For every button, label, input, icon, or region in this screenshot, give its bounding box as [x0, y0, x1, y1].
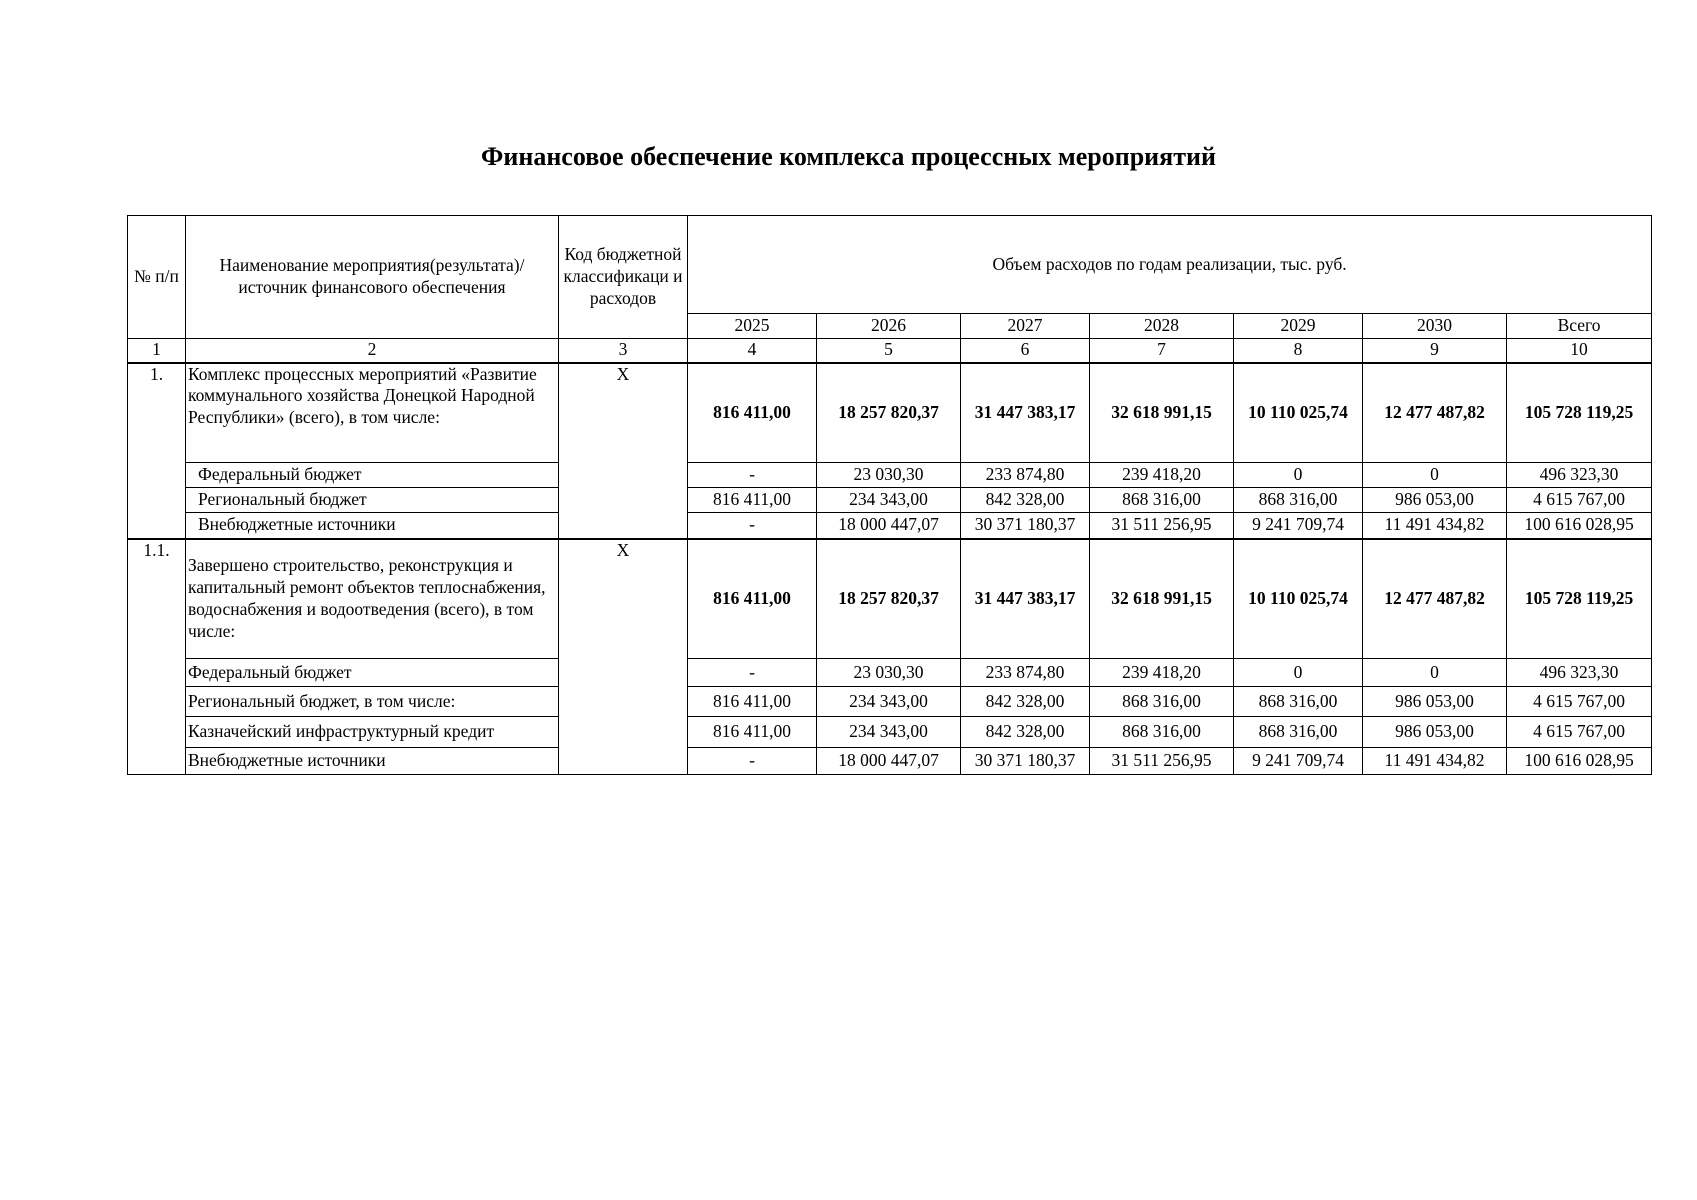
value-cell: 4 615 767,00 — [1507, 488, 1652, 513]
value-cell: 496 323,30 — [1507, 659, 1652, 687]
column-number: 1 — [128, 339, 186, 363]
table-row-source — [128, 687, 1652, 717]
column-number: 3 — [559, 339, 688, 363]
year-cell: 2029 — [1234, 314, 1363, 339]
value-cell: 816 411,00 — [688, 687, 817, 717]
value-cell: 30 371 180,37 — [961, 748, 1090, 775]
source-name: Казначейский инфраструктурный кредит — [186, 717, 559, 748]
value-cell: 986 053,00 — [1363, 717, 1507, 748]
value-cell: 868 316,00 — [1090, 717, 1234, 748]
value-cell: 0 — [1234, 659, 1363, 687]
value-cell: 233 874,80 — [961, 463, 1090, 488]
column-number: 6 — [961, 339, 1090, 363]
header-row — [128, 216, 1652, 314]
row-code: X — [559, 539, 688, 775]
column-number: 5 — [817, 339, 961, 363]
value-cell: 496 323,30 — [1507, 463, 1652, 488]
header-cell-num: № п/п — [128, 216, 186, 339]
value-cell: 18 257 820,37 — [817, 539, 961, 659]
source-name: Региональный бюджет, в том числе: — [186, 687, 559, 717]
value-cell: 0 — [1363, 659, 1507, 687]
header-cell-volume: Объем расходов по годам реализации, тыс. руб. — [688, 216, 1652, 314]
value-cell: 18 000 447,07 — [817, 513, 961, 539]
year-cell: 2028 — [1090, 314, 1234, 339]
value-cell: 816 411,00 — [688, 717, 817, 748]
value-cell: 31 447 383,17 — [961, 539, 1090, 659]
table-row-source — [128, 748, 1652, 775]
value-cell: 105 728 119,25 — [1507, 363, 1652, 463]
value-cell: 4 615 767,00 — [1507, 687, 1652, 717]
value-cell: 842 328,00 — [961, 717, 1090, 748]
value-cell: - — [688, 513, 817, 539]
year-cell: 2027 — [961, 314, 1090, 339]
value-cell: 239 418,20 — [1090, 463, 1234, 488]
value-cell: 868 316,00 — [1090, 687, 1234, 717]
table-row-source — [128, 659, 1652, 687]
source-name: Региональный бюджет — [186, 488, 559, 513]
table-row-source — [128, 463, 1652, 488]
value-cell: 32 618 991,15 — [1090, 363, 1234, 463]
table-row-source — [128, 513, 1652, 539]
value-cell: 11 491 434,82 — [1363, 748, 1507, 775]
value-cell: 234 343,00 — [817, 488, 961, 513]
value-cell: 816 411,00 — [688, 488, 817, 513]
value-cell: 23 030,30 — [817, 463, 961, 488]
value-cell: 12 477 487,82 — [1363, 363, 1507, 463]
header-cell-code: Код бюджетной классификаци и расходов — [559, 216, 688, 339]
year-cell: 2026 — [817, 314, 961, 339]
value-cell: 816 411,00 — [688, 539, 817, 659]
value-cell: 233 874,80 — [961, 659, 1090, 687]
value-cell: 4 615 767,00 — [1507, 717, 1652, 748]
value-cell: 868 316,00 — [1234, 717, 1363, 748]
value-cell: - — [688, 748, 817, 775]
header-cell-name: Наименование мероприятия(результата)/ источник финансового обеспечения — [186, 216, 559, 339]
year-cell: 2025 — [688, 314, 817, 339]
column-number: 7 — [1090, 339, 1234, 363]
value-cell: 234 343,00 — [817, 717, 961, 748]
source-name: Внебюджетные источники — [186, 513, 559, 539]
value-cell: 18 257 820,37 — [817, 363, 961, 463]
table-row-main — [128, 539, 1652, 659]
column-number: 9 — [1363, 339, 1507, 363]
value-cell: 868 316,00 — [1234, 687, 1363, 717]
value-cell: 30 371 180,37 — [961, 513, 1090, 539]
row-name: Комплекс процессных мероприятий «Развитие коммунального хозяйства Донецкой Народной Республики» (всего), в том числе: — [186, 363, 559, 463]
value-cell: 9 241 709,74 — [1234, 748, 1363, 775]
value-cell: 100 616 028,95 — [1507, 748, 1652, 775]
table-row-main — [128, 363, 1652, 463]
value-cell: 234 343,00 — [817, 687, 961, 717]
value-cell: 10 110 025,74 — [1234, 539, 1363, 659]
value-cell: 11 491 434,82 — [1363, 513, 1507, 539]
value-cell: - — [688, 463, 817, 488]
source-name: Федеральный бюджет — [186, 659, 559, 687]
value-cell: 105 728 119,25 — [1507, 539, 1652, 659]
column-number: 10 — [1507, 339, 1652, 363]
value-cell: 31 511 256,95 — [1090, 748, 1234, 775]
table-row-source — [128, 717, 1652, 748]
value-cell: 23 030,30 — [817, 659, 961, 687]
value-cell: 239 418,20 — [1090, 659, 1234, 687]
table-row-source — [128, 488, 1652, 513]
value-cell: 868 316,00 — [1234, 488, 1363, 513]
column-number: 4 — [688, 339, 817, 363]
value-cell: - — [688, 659, 817, 687]
row-code: X — [559, 363, 688, 539]
source-name: Внебюджетные источники — [186, 748, 559, 775]
value-cell: 12 477 487,82 — [1363, 539, 1507, 659]
financing-table — [127, 215, 1652, 775]
value-cell: 842 328,00 — [961, 687, 1090, 717]
page-title: Финансовое обеспечение комплекса процессных мероприятий — [481, 142, 1216, 171]
row-number: 1. — [128, 363, 186, 539]
value-cell: 0 — [1363, 463, 1507, 488]
column-number: 8 — [1234, 339, 1363, 363]
row-number: 1.1. — [128, 539, 186, 775]
value-cell: 986 053,00 — [1363, 687, 1507, 717]
year-cell: 2030 — [1363, 314, 1507, 339]
value-cell: 100 616 028,95 — [1507, 513, 1652, 539]
value-cell: 31 447 383,17 — [961, 363, 1090, 463]
column-numbers-row — [128, 339, 1652, 363]
value-cell: 842 328,00 — [961, 488, 1090, 513]
value-cell: 816 411,00 — [688, 363, 817, 463]
value-cell: 10 110 025,74 — [1234, 363, 1363, 463]
value-cell: 18 000 447,07 — [817, 748, 961, 775]
value-cell: 0 — [1234, 463, 1363, 488]
value-cell: 9 241 709,74 — [1234, 513, 1363, 539]
value-cell: 986 053,00 — [1363, 488, 1507, 513]
value-cell: 868 316,00 — [1090, 488, 1234, 513]
source-name: Федеральный бюджет — [186, 463, 559, 488]
year-cell-total: Всего — [1507, 314, 1652, 339]
row-name: Завершено строительство, реконструкция и капитальный ремонт объектов теплоснабжения, водоснабжения и водоотведения (всего), в том числе: — [186, 539, 559, 659]
value-cell: 32 618 991,15 — [1090, 539, 1234, 659]
value-cell: 31 511 256,95 — [1090, 513, 1234, 539]
column-number: 2 — [186, 339, 559, 363]
